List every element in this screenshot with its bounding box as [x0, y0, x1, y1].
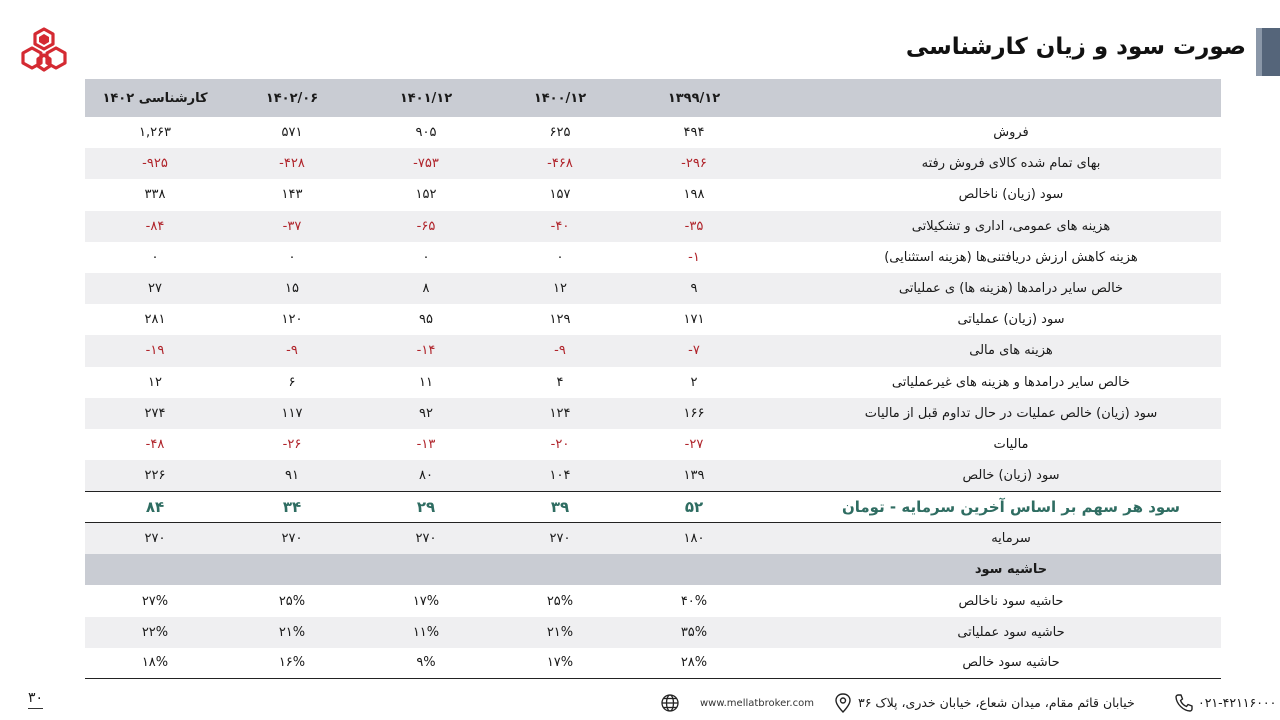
table-cell: -۲۰: [550, 436, 570, 452]
page-title: صورت سود و زیان کارشناسی: [905, 34, 1246, 60]
row-label: حاشیه سود ناخالص: [958, 593, 1064, 609]
row-label: هزینه کاهش ارزش دریافتنی‌ها (هزینه استثنایی): [884, 249, 1138, 265]
table-row: [85, 242, 1221, 273]
table-row: [85, 429, 1221, 460]
logo-icon: [20, 26, 68, 76]
margin-row: [85, 648, 1221, 679]
table-cell: ۲۱%: [278, 624, 306, 640]
table-cell: -۷: [688, 343, 700, 359]
table-cell: ۱۸۰: [683, 531, 705, 547]
table-cell: ۹: [690, 281, 698, 297]
table-cell: ۱۷%: [412, 593, 440, 609]
table-cell: -۴۶۸: [547, 156, 573, 172]
table-cell: -۱۴: [416, 343, 436, 359]
table-cell: ۱۲۰: [281, 312, 303, 328]
column-header: ۱۴۰۲/۰۶: [265, 90, 319, 106]
table-cell: ۱۲۹: [549, 312, 571, 328]
table-cell: -۷۵۳: [413, 156, 439, 172]
table-cell: -۶۵: [416, 218, 436, 234]
table-cell: ۲۷۴: [144, 405, 166, 421]
table-cell: -۹۲۵: [142, 156, 168, 172]
table-cell: ۱۴۳: [281, 187, 303, 203]
table-cell: ۱۶%: [278, 655, 306, 671]
table-header-row: [85, 79, 1221, 117]
phone-icon: [1173, 692, 1195, 714]
table-cell: -۲۶: [282, 436, 302, 452]
column-header: ۱۴۰۱/۱۲: [399, 90, 453, 106]
table-cell: -۹: [554, 343, 566, 359]
table-row: [85, 179, 1221, 210]
table-cell: -۳۵: [684, 218, 704, 234]
table-cell: ۲۲۶: [144, 468, 166, 484]
website-link[interactable]: www.mellatbroker.com: [700, 698, 814, 709]
table-cell: ۱۱۷: [281, 405, 303, 421]
table-row: [85, 211, 1221, 242]
table-cell: ۱۳۹: [683, 468, 705, 484]
table-cell: ۵۲: [684, 498, 704, 517]
row-label: بهای تمام شده کالای فروش رفته: [921, 156, 1101, 172]
table-cell: ۰: [288, 249, 296, 265]
table-cell: ۱۵: [285, 281, 299, 297]
table-cell: ۱۶۶: [683, 405, 705, 421]
phone-number: ۰۲۱-۴۲۱۱۶۰۰۰: [1198, 695, 1277, 710]
table-cell: -۳۷: [282, 218, 302, 234]
table-cell: ۵۷۱: [281, 125, 303, 141]
table-cell: ۲۷۰: [144, 531, 166, 547]
title-accent-bar: [1256, 28, 1280, 76]
table-cell: ۴۰%: [680, 593, 708, 609]
table-cell: ۶۲۵: [549, 125, 571, 141]
table-row: [85, 335, 1221, 366]
row-label: مالیات: [993, 436, 1029, 452]
row-label: سود (زیان) عملیاتی: [957, 312, 1065, 328]
table-cell: ۱۸%: [141, 655, 169, 671]
table-cell: ۴۹۴: [683, 125, 705, 141]
table-cell: ۰: [556, 249, 564, 265]
table-row: [85, 273, 1221, 304]
table-cell: ۳۹: [550, 498, 570, 517]
eps-row: [85, 491, 1221, 523]
row-label: حاشیه سود خالص: [962, 655, 1060, 671]
table-cell: ۸۰: [419, 468, 433, 484]
table-cell: ۲۱%: [546, 624, 574, 640]
table-cell: ۱۲۴: [549, 405, 571, 421]
table-row: [85, 148, 1221, 179]
table-cell: ۱۱%: [412, 624, 440, 640]
income-statement-table: [85, 79, 1221, 679]
table-cell: ۱۵۲: [415, 187, 437, 203]
row-label: هزینه های عمومی، اداری و تشکیلاتی: [911, 218, 1111, 234]
table-cell: ۱۷%: [546, 655, 574, 671]
table-cell: ۹۵: [419, 312, 433, 328]
table-cell: ۰: [151, 249, 159, 265]
table-cell: ۱,۲۶۳: [138, 125, 172, 141]
table-cell: -۲۹۶: [681, 156, 707, 172]
table-cell: -۹: [286, 343, 298, 359]
table-cell: ۲: [690, 374, 698, 390]
table-cell: ۲۵%: [546, 593, 574, 609]
table-cell: ۲۹: [416, 498, 436, 517]
table-cell: -۱: [688, 249, 700, 265]
table-cell: ۱۷۱: [683, 312, 705, 328]
table-cell: ۱۰۴: [549, 468, 571, 484]
table-cell: ۲۷۰: [415, 531, 437, 547]
row-label: سود هر سهم بر اساس آخرین سرمایه - تومان: [841, 498, 1181, 517]
table-cell: ۴: [556, 374, 564, 390]
table-cell: ۹۰۵: [415, 125, 437, 141]
table-cell: ۲۷%: [141, 593, 169, 609]
table-cell: -۴۸: [145, 436, 165, 452]
table-cell: ۳۳۸: [144, 187, 166, 203]
globe-icon: [660, 693, 680, 713]
table-row: [85, 117, 1221, 148]
table-cell: -۴۰: [550, 218, 570, 234]
table-cell: ۸: [422, 281, 430, 297]
table-cell: ۹%: [416, 655, 436, 671]
section-header-row: [85, 554, 1221, 585]
table-cell: ۱۲: [553, 281, 567, 297]
row-label: سود (زیان) ناخالص: [958, 187, 1064, 203]
capital-row: [85, 523, 1221, 554]
address: خیابان قائم مقام، میدان شعاع، خیابان خدری، پلاک ۳۶: [858, 695, 1135, 710]
table-cell: ۱۱: [419, 374, 433, 390]
table-cell: -۲۷: [684, 436, 704, 452]
table-cell: -۱۹: [145, 343, 165, 359]
table-cell: ۱۵۷: [549, 187, 571, 203]
column-header: کارشناسی ۱۴۰۲: [102, 90, 208, 106]
row-label: حاشیه سود عملیاتی: [957, 624, 1065, 640]
row-label: فروش: [993, 125, 1029, 141]
row-label: سود (زیان) خالص عملیات در حال تداوم قبل از مالیات: [864, 405, 1158, 421]
table-cell: -۸۴: [145, 218, 165, 234]
table-cell: ۲۸%: [680, 655, 708, 671]
row-label: سود (زیان) خالص: [962, 468, 1060, 484]
row-label: خالص سایر درامدها و هزینه های غیرعملیاتی: [891, 374, 1131, 390]
column-header: ۱۴۰۰/۱۲: [533, 90, 587, 106]
column-header: ۱۳۹۹/۱۲: [667, 90, 721, 106]
row-label: سرمایه: [991, 531, 1031, 547]
table-cell: ۹۲: [419, 405, 433, 421]
table-row: [85, 460, 1221, 491]
page-number: ۳۰: [28, 690, 43, 709]
table-cell: ۱۹۸: [683, 187, 705, 203]
table-cell: ۲۷۰: [281, 531, 303, 547]
table-cell: -۴۲۸: [279, 156, 305, 172]
margin-row: [85, 617, 1221, 648]
table-cell: -۱۳: [416, 436, 436, 452]
table-cell: ۲۸۱: [144, 312, 166, 328]
section-title: حاشیه سود: [974, 562, 1048, 578]
table-cell: ۲۷۰: [549, 531, 571, 547]
margin-row: [85, 585, 1221, 616]
table-cell: ۶: [288, 374, 296, 390]
table-row: [85, 367, 1221, 398]
table-row: [85, 304, 1221, 335]
row-label: خالص سایر درامدها (هزینه ها) ی عملیاتی: [898, 281, 1124, 297]
table-row: [85, 398, 1221, 429]
table-cell: ۹۱: [285, 468, 299, 484]
table-cell: ۲۲%: [141, 624, 169, 640]
table-cell: ۱۲: [148, 374, 162, 390]
table-cell: ۲۵%: [278, 593, 306, 609]
table-cell: ۸۴: [145, 498, 165, 517]
footer: [0, 690, 1280, 720]
row-label: هزینه های مالی: [969, 343, 1053, 359]
table-cell: ۲۷: [148, 281, 162, 297]
location-pin-icon: [833, 692, 853, 714]
table-cell: ۰: [422, 249, 430, 265]
table-cell: ۳۴: [282, 498, 302, 517]
table-cell: ۳۵%: [680, 624, 708, 640]
